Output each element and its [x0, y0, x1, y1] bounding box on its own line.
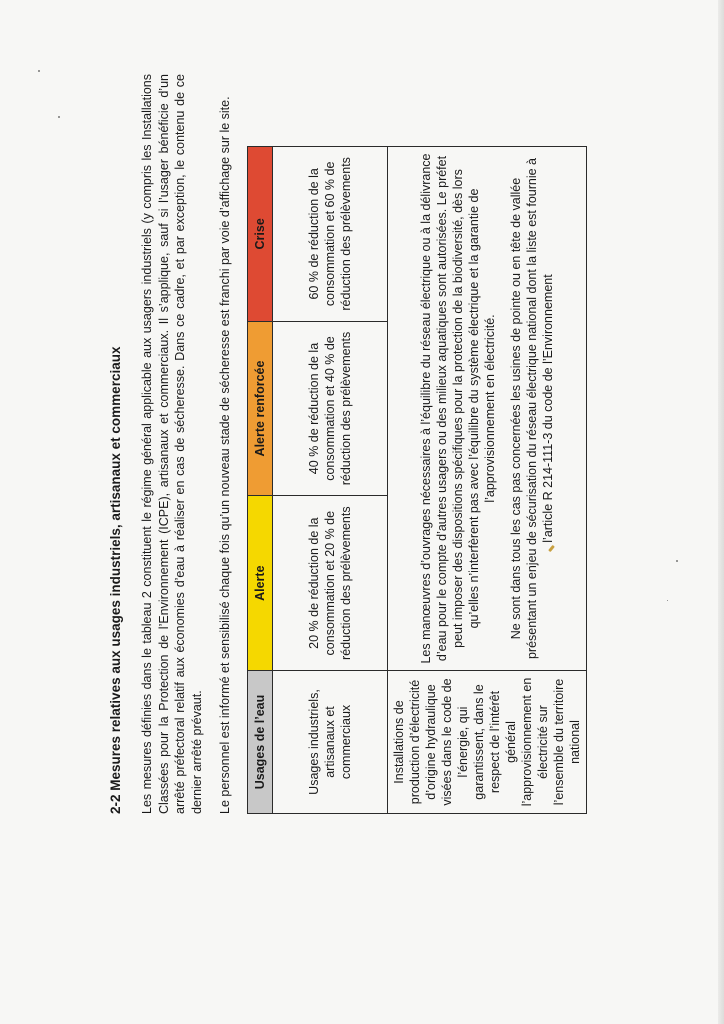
cell-crise-measure: 60 % de réduction de la consommation et 60 % de réduction des prélèvements	[272, 147, 387, 322]
measures-paragraph: Ne sont dans tous les cas pas concernées les usines de pointe ou en tête de vallée présentant un enjeu de sécurisation du réseau électrique national dont la liste est fournie à l’article R 214-111-3 du code de l’Environnement	[508, 157, 555, 660]
header-alerte-renforcee: Alerte renforcée	[247, 321, 272, 496]
merged-measures-cell	[387, 147, 586, 671]
intro-paragraph: Les mesures définies dans le tableau 2 constituent le régime général applicable aux usagers industriels (y compris les Installations Classées pour la Protection de l’Environnement (ICPE), artisanaux et commerciaux. Il s’applique, sauf si l’usager bénéficie d’un arrêté préfectoral relatif aux économies d’eau à réaliser en cas de sécheresse. Dans ce cadre, et par exception, le contenu de ce dernier arrêté prévaut.	[140, 74, 204, 814]
staff-note-paragraph: Le personnel est informé et sensibilisé chaque fois qu’un nouveau stade de sécheresse est franchi par voie d’affichage sur le site.	[218, 96, 232, 814]
row-usage-label: Installations de production d’électricité d’origine hydraulique visées dans le code de l’énergie, qui garantissent, dans le respect de l’intérêt général l’approvisionnement en électricité sur l’ensemble du territoire national	[387, 671, 586, 814]
measures-paragraph: Les manœuvres d’ouvrages nécessaires à l’équilibre du réseau électrique ou à la délivrance d’eau pour le compte d’autres usagers ou des milieux aquatiques sont autorisées. Le préfet peut imposer des dispositions spécifiques pour la protection de la biodiversité, dès lors qu’elles n’interfèrent pas avec l’équilibre du système électrique et la garantie de l’approvisionnement en électricité.	[418, 153, 497, 664]
row-usage-label: Usages industriels, artisanaux et commerciaux	[272, 671, 387, 814]
section-heading: 2-2 Mesures relatives aux usages industriels, artisanaux et commerciaux	[108, 346, 123, 814]
header-usage: Usages de l’eau	[247, 671, 272, 814]
table-row	[272, 147, 387, 814]
cell-alerte-measure: 20 % de réduction de la consommation et 20 % de réduction des prélèvements	[272, 496, 387, 671]
document-content	[108, 74, 587, 814]
header-alerte: Alerte	[247, 496, 272, 671]
water-restriction-table	[247, 146, 587, 814]
header-crise: Crise	[247, 147, 272, 322]
table-header-row	[247, 147, 272, 814]
cell-alerte-renforcee-measure: 40 % de réduction de la consommation et 40 % de réduction des prélèvements	[272, 321, 387, 496]
table-row	[387, 147, 586, 814]
